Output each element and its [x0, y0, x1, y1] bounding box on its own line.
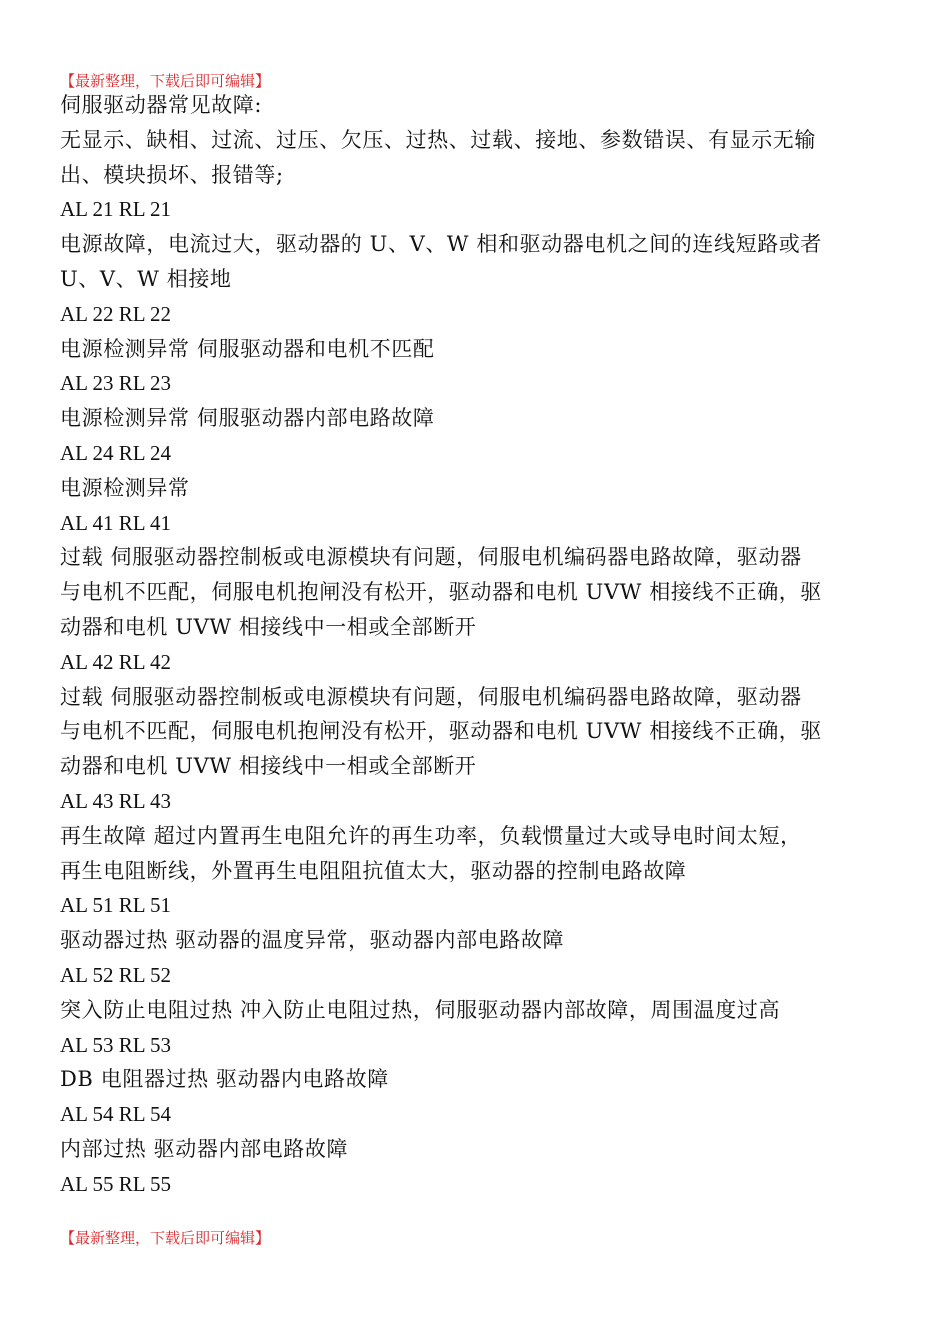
text-line: 动器和电机 UVW 相接线中一相或全部断开 — [60, 754, 477, 779]
text-line: 动器和电机 UVW 相接线中一相或全部断开 — [60, 614, 477, 639]
fault-code-line: AL 21 RL 21 — [60, 197, 172, 222]
text-line: 无显示、缺相、过流、过压、欠压、过热、过载、接地、参数错误、有显示无输 — [60, 127, 816, 152]
text-line: 与电机不匹配，伺服电机抱闸没有松开，驱动器和电机 UVW 相接线不正确，驱 — [60, 580, 822, 605]
fault-code-line: AL 23 RL 23 — [60, 371, 172, 396]
text-line: 驱动器过热 驱动器的温度异常，驱动器内部电路故障 — [60, 928, 565, 953]
footer-watermark: 【最新整理，下载后即可编辑】 — [60, 1229, 271, 1247]
document-body — [60, 88, 896, 1202]
text-line: U、V、W 相接地 — [60, 266, 232, 291]
text-line: 电源检测异常 伺服驱动器内部电路故障 — [60, 406, 435, 431]
text-line: 与电机不匹配，伺服电机抱闸没有松开，驱动器和电机 UVW 相接线不正确，驱 — [60, 719, 822, 744]
fault-code-line: AL 54 RL 54 — [60, 1102, 172, 1127]
text-line: 电源检测异常 — [60, 475, 190, 500]
fault-code-line: AL 53 RL 53 — [60, 1032, 172, 1057]
fault-code-line: AL 52 RL 52 — [60, 962, 172, 987]
fault-code-line: AL 24 RL 24 — [60, 440, 172, 465]
text-line: 再生电阻断线，外置再生电阻阻抗值太大，驱动器的控制电路故障 — [60, 858, 687, 883]
text-line: 电源故障，电流过大，驱动器的 U、V、W 相和驱动器电机之间的连线短路或者 — [60, 232, 822, 257]
text-line: 伺服驱动器常见故障: — [60, 93, 263, 117]
text-line: 出、模块损坏、报错等; — [60, 162, 284, 187]
text-line: DB 电阻器过热 驱动器内电路故障 — [60, 1067, 389, 1092]
fault-code-line: AL 43 RL 43 — [60, 788, 172, 813]
fault-code-line: AL 42 RL 42 — [60, 649, 172, 674]
text-line: 内部过热 驱动器内部电路故障 — [60, 1136, 349, 1161]
text-line: 再生故障 超过内置再生电阻允许的再生功率，负载惯量过大或导电时间太短， — [60, 823, 802, 848]
fault-code-line: AL 41 RL 41 — [60, 510, 172, 535]
fault-code-line: AL 22 RL 22 — [60, 301, 172, 326]
text-line: 过载 伺服驱动器控制板或电源模块有问题，伺服电机编码器电路故障，驱动器 — [60, 684, 802, 709]
text-line: 过载 伺服驱动器控制板或电源模块有问题，伺服电机编码器电路故障，驱动器 — [60, 545, 802, 570]
text-line: 电源检测异常 伺服驱动器和电机不匹配 — [60, 336, 435, 361]
fault-code-line: AL 55 RL 55 — [60, 1171, 172, 1196]
header-watermark: 【最新整理，下载后即可编辑】 — [60, 72, 271, 90]
fault-code-line: AL 51 RL 51 — [60, 893, 172, 918]
text-line: 突入防止电阻过热 冲入防止电阻过热，伺服驱动器内部故障，周围温度过高 — [60, 997, 781, 1022]
